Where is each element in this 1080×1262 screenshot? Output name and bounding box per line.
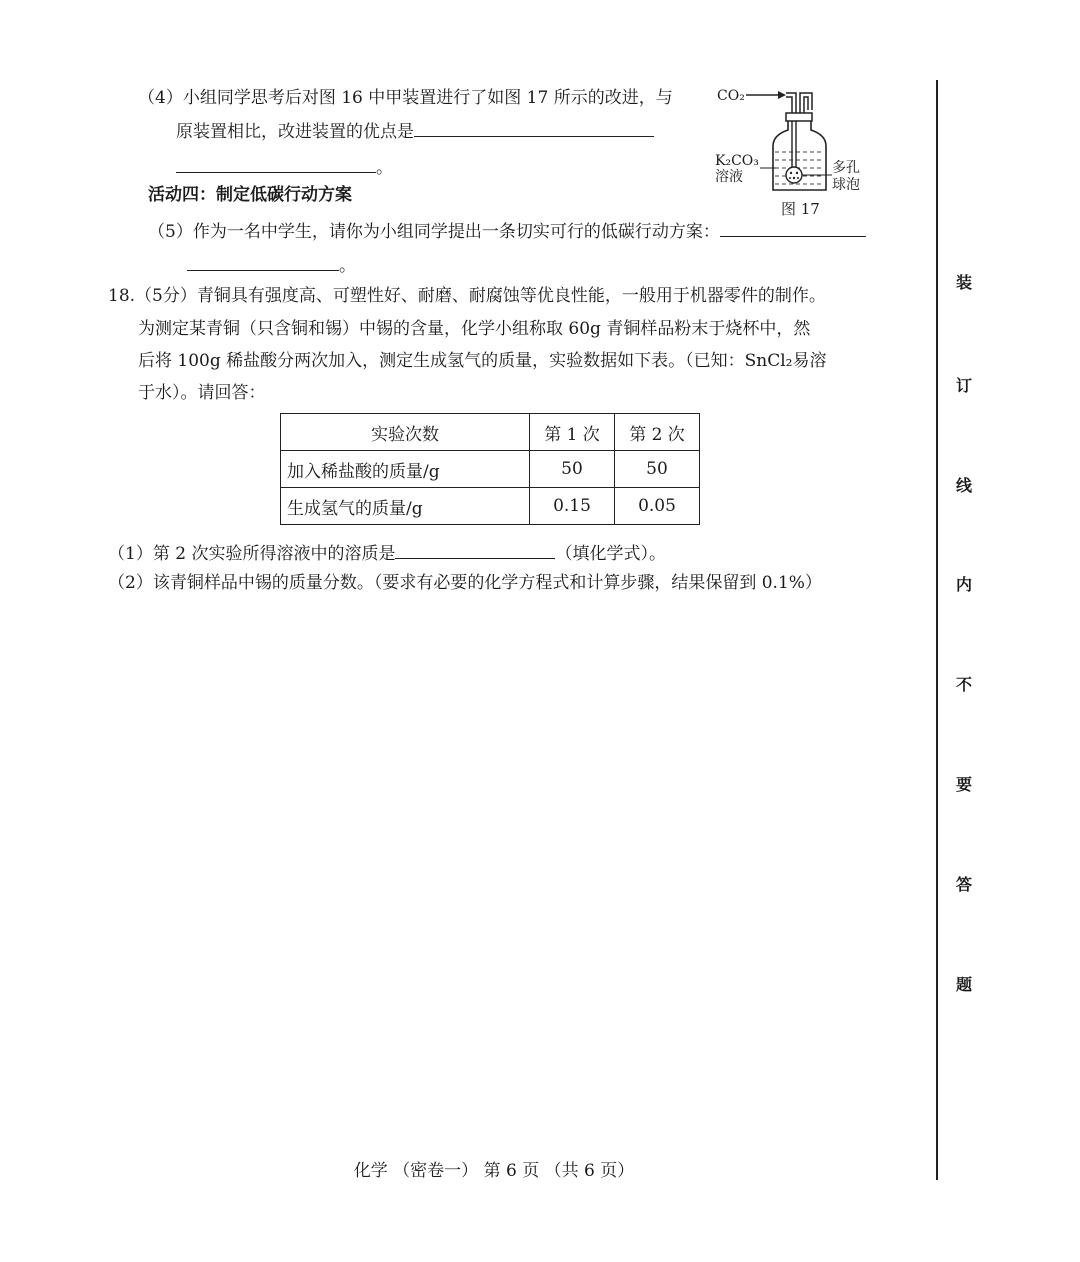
q17-part4-line1: （4）小组同学思考后对图 16 中甲装置进行了如图 17 所示的改进，与 <box>138 88 673 108</box>
binding-char: 装 <box>955 273 972 292</box>
binding-char: 内 <box>955 575 972 594</box>
answer-blank-5a[interactable] <box>720 219 866 237</box>
table-cell: 0.05 <box>615 488 700 525</box>
figure17-solution-label <box>715 153 759 185</box>
answer-blank-4b[interactable] <box>176 155 376 173</box>
table-row <box>281 451 700 488</box>
page-footer: 化学 （密卷一） 第 6 页 （共 6 页） <box>353 1161 635 1181</box>
q18-data-table <box>280 413 700 525</box>
q17-part4-line2 <box>176 119 654 143</box>
activity4-title: 活动四：制定低碳行动方案 <box>148 185 352 205</box>
figure17-gas-label: CO₂ <box>717 88 745 104</box>
answer-blank-4a[interactable] <box>414 119 654 137</box>
table-header-row <box>281 414 700 451</box>
figure17-caption: 图 17 <box>781 200 820 218</box>
q18-line2: 为测定某青铜（只含铜和锡）中锡的含量，化学小组称取 60g 青铜样品粉末于烧杯中，然 <box>138 319 811 339</box>
q17-part5-line1-text: （5）作为一名中学生，请你为小组同学提出一条切实可行的低碳行动方案： <box>148 222 720 242</box>
q18-line1: 18.（5分）青铜具有强度高、可塑性好、耐磨、耐腐蚀等优良性能，一般用于机器零件的制作。 <box>108 286 826 306</box>
table-row-label: 加入稀盐酸的质量/g <box>281 451 530 488</box>
q18-part1-suffix: （填化学式）。 <box>555 544 666 564</box>
q18-line3: 后将 100g 稀盐酸分两次加入，测定生成氢气的质量，实验数据如下表。（已知：SnCl₂易溶 <box>138 351 827 371</box>
figure17-bulb-label-2: 球泡 <box>832 177 860 193</box>
answer-blank-18-1[interactable] <box>395 541 555 559</box>
q18-line4: 于水）。请回答： <box>138 383 266 403</box>
q18-part2: （2）该青铜样品中锡的质量分数。（要求有必要的化学方程式和计算步骤，结果保留到 0.1%） <box>108 573 822 593</box>
table-cell: 50 <box>615 451 700 488</box>
q17-period: 。 <box>376 158 393 178</box>
q17-part4-line3 <box>176 155 393 179</box>
table-row <box>281 488 700 525</box>
figure17-bulb-label-1: 多孔 <box>832 160 860 176</box>
binding-char: 题 <box>955 975 972 994</box>
table-header-cell: 实验次数 <box>281 414 530 451</box>
table-row-label: 生成氢气的质量/g <box>281 488 530 525</box>
binding-char: 订 <box>955 376 972 395</box>
table-cell: 0.15 <box>530 488 615 525</box>
table-header-cell: 第 2 次 <box>615 414 700 451</box>
binding-char: 线 <box>955 476 972 495</box>
binding-line <box>936 80 938 1180</box>
binding-char: 要 <box>955 775 972 794</box>
q17-part5-line2 <box>187 253 356 277</box>
binding-char: 不 <box>955 675 972 694</box>
q18-part1 <box>108 541 666 565</box>
figure17-solution-label-2: 溶液 <box>715 169 743 185</box>
q17-part5-line1 <box>148 219 866 243</box>
q18-part1-prefix: （1）第 2 次实验所得溶液中的溶质是 <box>108 544 396 564</box>
binding-char: 答 <box>955 875 972 894</box>
figure17-bulb-label <box>832 160 860 194</box>
table-cell: 50 <box>530 451 615 488</box>
q17-period-2: 。 <box>339 256 356 276</box>
q17-part4-line2-text: 原装置相比，改进装置的优点是 <box>176 122 414 142</box>
table-header-cell: 第 1 次 <box>530 414 615 451</box>
answer-blank-5b[interactable] <box>187 253 339 271</box>
figure17-solution-label-1: K₂CO₃ <box>715 153 759 169</box>
